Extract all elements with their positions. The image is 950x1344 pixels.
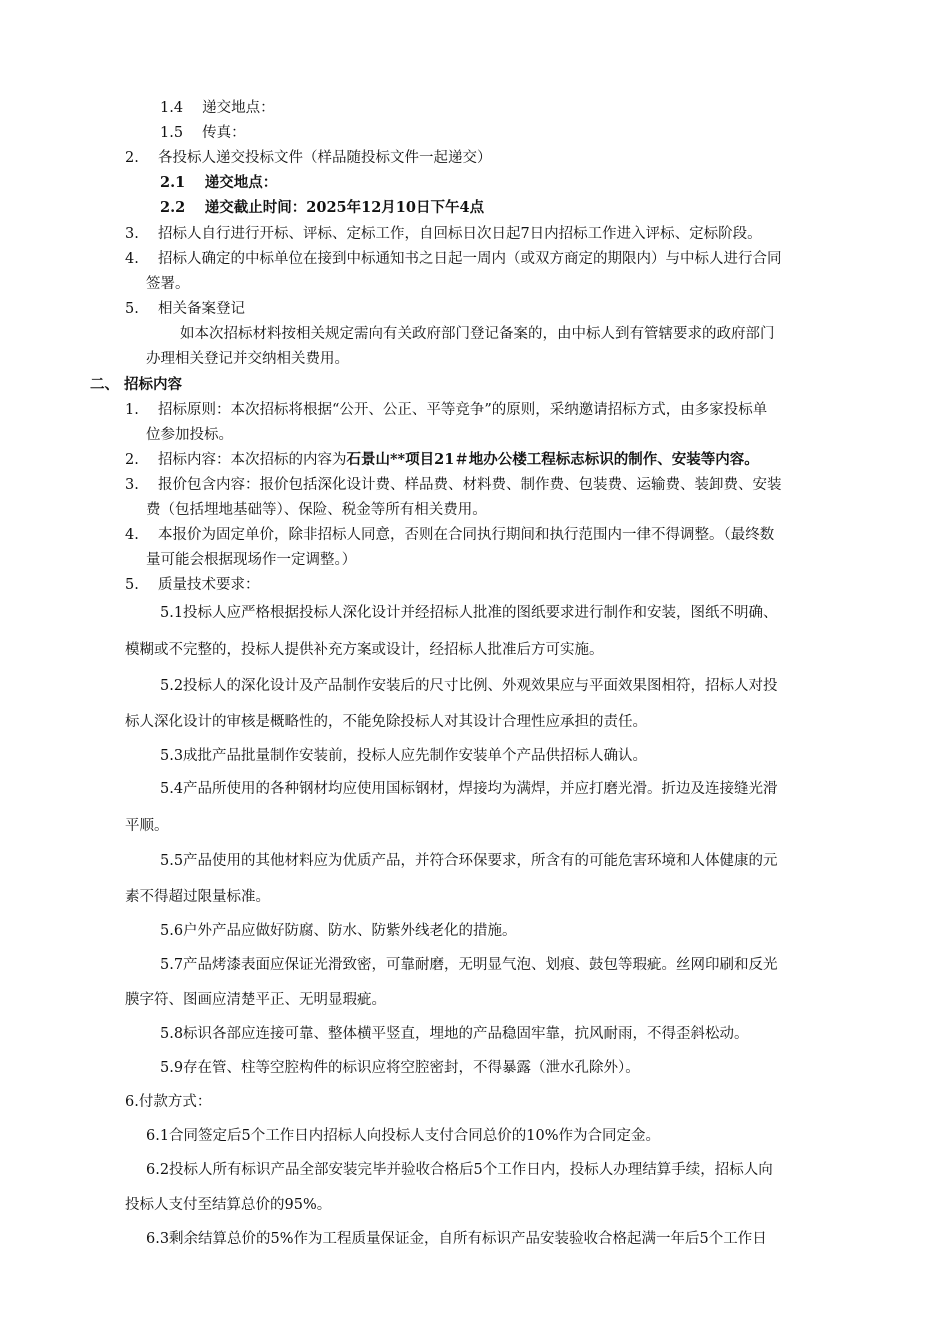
item-1-5: 1.5 传真： bbox=[160, 125, 246, 141]
req-5-5-cont: 素不得超过限量标准。 bbox=[125, 889, 270, 905]
req-5-6: 5.6户外产品应做好防腐、防水、防紫外线老化的措施。 bbox=[160, 923, 517, 939]
item-2-2: 2.2 递交截止时间：2025年12月10日下午4点 bbox=[160, 199, 485, 216]
content-item-2-label: 2. 招标内容：本次招标的内容为 bbox=[125, 452, 347, 468]
item-1-4: 1.4 递交地点： bbox=[160, 100, 275, 116]
content-item-4: 4. 本报价为固定单价，除非招标人同意，否则在合同执行期间和执行范围内一律不得调整。（最终数 bbox=[125, 527, 775, 543]
item-5-text-cont: 办理相关登记并交纳相关费用。 bbox=[146, 351, 349, 367]
content-item-2 bbox=[125, 450, 759, 470]
req-5-4-cont: 平顺。 bbox=[125, 818, 169, 834]
item-4: 4. 招标人确定的中标单位在接到中标通知书之日起一周内（或双方商定的期限内）与中标人进行合同 bbox=[125, 251, 782, 267]
req-5-1: 5.1投标人应严格根据投标人深化设计并经招标人批准的图纸要求进行制作和安装，图纸不明确、 bbox=[160, 605, 778, 621]
req-5-1-cont: 模糊或不完整的，投标人提供补充方案或设计，经招标人批准后方可实施。 bbox=[125, 642, 604, 658]
content-item-1-cont: 位参加投标。 bbox=[146, 427, 233, 443]
req-5-2-cont: 标人深化设计的审核是概略性的，不能免除投标人对其设计合理性应承担的责任。 bbox=[125, 714, 647, 730]
req-5-4: 5.4产品所使用的各种钢材均应使用国标钢材，焊接均为满焊，并应打磨光滑。折边及连接缝光滑 bbox=[160, 781, 778, 797]
item-3: 3. 招标人自行进行开标、评标、定标工作，自回标日次日起7日内招标工作进入评标、定标阶段。 bbox=[125, 226, 762, 242]
content-item-3-cont: 费（包括埋地基础等）、保险、税金等所有相关费用。 bbox=[146, 502, 487, 518]
req-5-7: 5.7产品烤漆表面应保证光滑致密，可靠耐磨，无明显气泡、划痕、鼓包等瑕疵。丝网印刷和反光 bbox=[160, 957, 778, 973]
payment-6-2-cont: 投标人支付至结算总价的95%。 bbox=[125, 1197, 332, 1213]
req-5-7-cont: 膜字符、图画应清楚平正、无明显瑕疵。 bbox=[125, 992, 386, 1008]
item-2: 2. 各投标人递交投标文件（样品随投标文件一起递交） bbox=[125, 150, 492, 166]
req-5-2: 5.2投标人的深化设计及产品制作安装后的尺寸比例、外观效果应与平面效果图相符，招标人对投 bbox=[160, 678, 778, 694]
item-5-text: 如本次招标材料按相关规定需向有关政府部门登记备案的，由中标人到有管辖要求的政府部门 bbox=[180, 326, 775, 342]
project-name: 石景山**项目21＃地办公楼工程标志标识的制作、安装等内容。 bbox=[346, 451, 759, 468]
req-5-8: 5.8标识各部应连接可靠、整体横平竖直，埋地的产品稳固牢靠，抗风耐雨，不得歪斜松动。 bbox=[160, 1026, 749, 1042]
content-item-4-cont: 量可能会根据现场作一定调整。） bbox=[146, 552, 357, 568]
item-4-cont: 签署。 bbox=[146, 276, 190, 292]
item-2-1: 2.1 递交地点： bbox=[160, 174, 278, 191]
content-item-1: 1. 招标原则：本次招标将根据“公开、公正、平等竞争”的原则，采纳邀请招标方式，由多家投标单 bbox=[125, 402, 768, 418]
payment-6-2: 6.2投标人所有标识产品全部安装完毕并验收合格后5个工作日内，投标人办理结算手续，招标人向 bbox=[146, 1162, 773, 1178]
req-5-5: 5.5产品使用的其他材料应为优质产品，并符合环保要求，所含有的可能危害环境和人体健康的元 bbox=[160, 853, 778, 869]
section-heading: 二、 招标内容 bbox=[90, 376, 183, 393]
req-5-9: 5.9存在管、柱等空腔构件的标识应将空腔密封，不得暴露（泄水孔除外）。 bbox=[160, 1060, 640, 1076]
payment-6-1: 6.1合同签定后5个工作日内招标人向投标人支付合同总价的10%作为合同定金。 bbox=[146, 1128, 661, 1144]
payment-heading: 6.付款方式： bbox=[125, 1094, 212, 1110]
payment-6-3: 6.3剩余结算总价的5%作为工程质量保证金，自所有标识产品安装验收合格起满一年后5个工作日 bbox=[146, 1231, 767, 1247]
content-item-3: 3. 报价包含内容：报价包括深化设计费、样品费、材料费、制作费、包装费、运输费、装卸费、安装 bbox=[125, 477, 782, 493]
content-item-5: 5. 质量技术要求： bbox=[125, 577, 260, 593]
req-5-3: 5.3成批产品批量制作安装前，投标人应先制作安装单个产品供招标人确认。 bbox=[160, 748, 648, 764]
item-5: 5. 相关备案登记 bbox=[125, 301, 245, 317]
